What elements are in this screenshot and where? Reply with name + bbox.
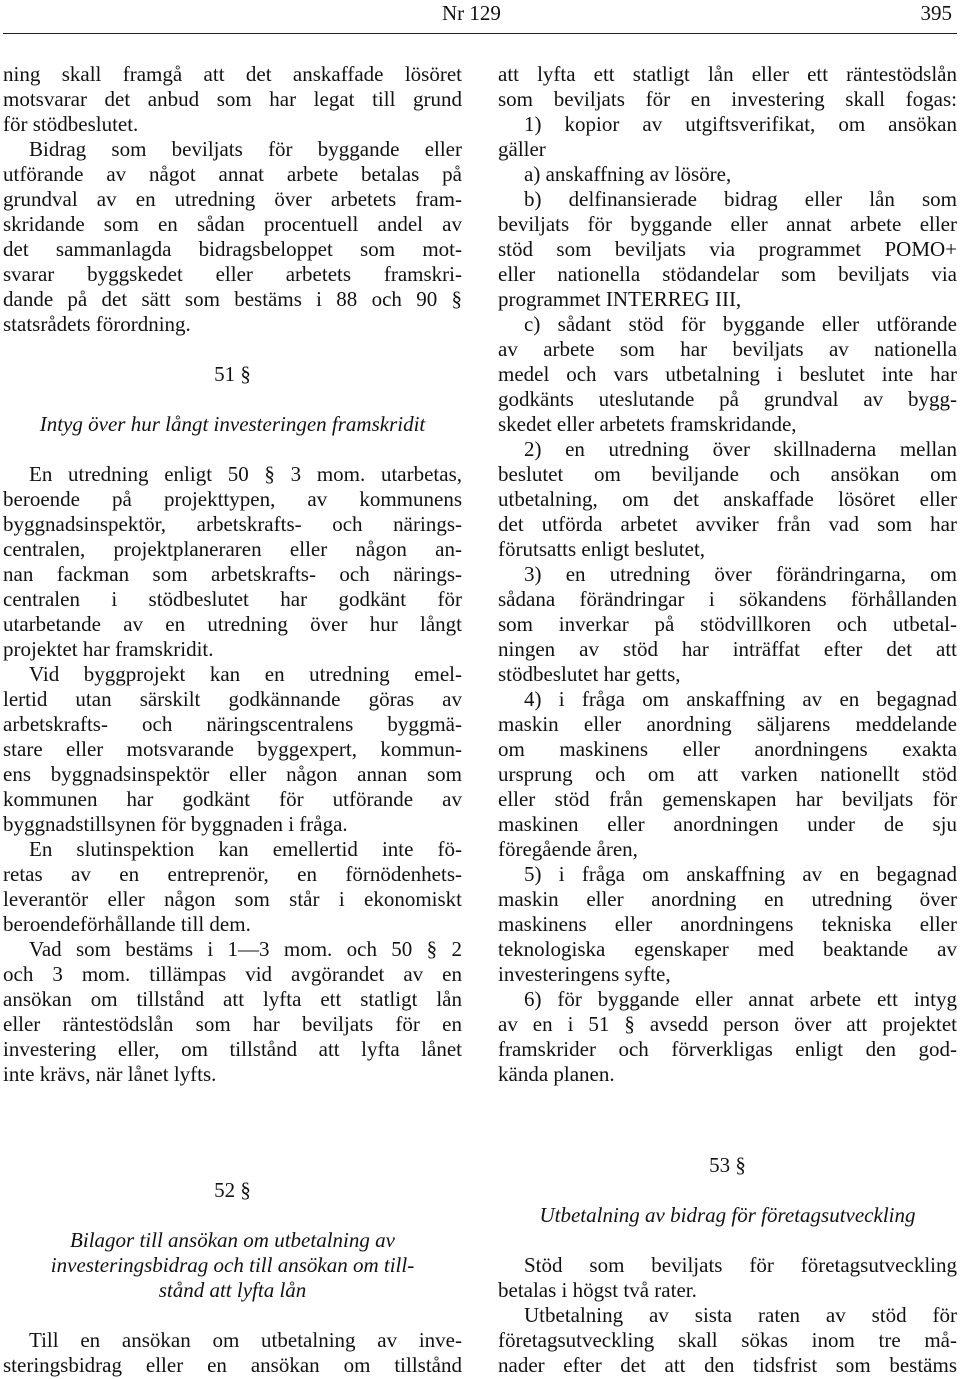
text-line: b) delfinansierade bidrag eller lån som <box>524 187 957 211</box>
section-number: 52 § <box>214 1178 251 1202</box>
text-line: grundval av en utredning över arbetets fram- <box>3 187 462 211</box>
text-line: det utförda arbetet avviker från vad som har <box>498 512 957 536</box>
text-line: sådana förändringar i sökandens förhållanden <box>498 587 957 611</box>
text-line: av arbete som har beviljats av nationella <box>498 337 957 361</box>
text-line: motsvarar det anbud som har legat till grund <box>3 87 462 111</box>
text-line: byggnadsinspektör, arbetskrafts- och närings- <box>3 512 462 536</box>
spacer <box>3 387 462 412</box>
text-line: om maskinens eller anordningens exakta <box>498 737 957 761</box>
text-line: skedet eller arbetets framskridande, <box>498 412 797 436</box>
text-line: ningen av stöd har inträffat efter det att <box>498 637 957 661</box>
section-53 <box>498 1153 957 1378</box>
text-line: som beviljats för en investering skall fogas: <box>498 87 957 111</box>
text-line: maskinen eller anordningen under de sju <box>498 812 957 836</box>
section-number: 51 § <box>214 362 251 386</box>
text-line: Stöd som beviljats för företagsutveckling <box>524 1253 957 1277</box>
text-line: a) anskaffning av lösöre, <box>524 162 732 186</box>
text-line: 5) i fråga om anskaffning av en begagnad <box>524 862 957 886</box>
text-line: arbetskrafts- och näringscentralens byggmä- <box>3 712 462 736</box>
text-line: statsrådets förordning. <box>3 312 191 336</box>
spacer <box>3 337 462 362</box>
text-line: gäller <box>498 137 546 161</box>
section-heading: Utbetalning av bidrag för företagsutveckling <box>539 1203 916 1227</box>
text-line: 3) en utredning över förändringarna, om <box>524 562 957 586</box>
text-line: föregående åren, <box>498 837 638 861</box>
text-line: betalas i högst två rater. <box>498 1278 697 1302</box>
text-line: Vad som bestäms i 1—3 mom. och 50 § 2 <box>29 937 462 961</box>
text-line: utförande av något annat arbete betalas på <box>3 162 462 186</box>
text-line: beviljats för byggande eller annat arbete eller <box>498 212 957 236</box>
text-line: En slutinspektion kan emellertid inte fö- <box>29 837 462 861</box>
text-line: eller stöd från gemenskapen har beviljats för <box>498 787 957 811</box>
section-heading: Intyg över hur långt investeringen framskridit <box>39 412 426 436</box>
text-line: Vid byggprojekt kan en utredning emel- <box>29 662 462 686</box>
text-line: teknologiska egenskaper med beaktande av <box>498 937 957 961</box>
text-line: för stödbeslutet. <box>3 112 139 136</box>
text-line: maskinens eller anordningens tekniska eller <box>498 912 957 936</box>
text-line: beroendeförhållande till dem. <box>3 912 251 936</box>
left-column <box>3 62 462 1087</box>
text-line: centralen, projektplaneraren eller någon an- <box>3 537 462 561</box>
text-line: beroende på projekttypen, av kommunens <box>3 487 462 511</box>
text-line: kända planen. <box>498 1062 615 1086</box>
page-header <box>0 0 960 30</box>
text-line: förutsatts enligt beslutet, <box>498 537 706 561</box>
text-line: att lyfta ett statligt lån eller ett räntestödslån <box>498 62 957 86</box>
text-line: som inverkar på stödvillkoren och utbetal- <box>498 612 957 636</box>
text-line: ursprung och om att varken nationellt stöd <box>498 762 957 786</box>
text-line: godkänts uteslutande på grundval av bygg- <box>498 387 957 411</box>
text-line: utbetalning, om det anskaffade lösöret eller <box>498 487 957 511</box>
text-line: retas av en entreprenör, en förnödenhets- <box>3 862 462 886</box>
text-line: nader efter det att den tidsfrist som bestäms <box>498 1353 957 1377</box>
header-rule <box>3 33 957 34</box>
text-line: svarar byggskedet eller arbetets framskri- <box>3 262 462 286</box>
page-number: 395 <box>920 1 952 25</box>
issue-number: Nr 129 <box>442 1 501 25</box>
text-line: Bidrag som beviljats för byggande eller <box>29 137 462 161</box>
text-line: lertid utan särskilt godkännande göras av <box>3 687 462 711</box>
text-line: 1) kopior av utgiftsverifikat, om ansökan <box>524 112 957 136</box>
text-line: stöd som beviljats via programmet POMO+ <box>498 237 957 261</box>
text-line: 4) i fråga om anskaffning av en begagnad <box>524 687 957 711</box>
text-line: utarbetande av en utredning över hur långt <box>3 612 462 636</box>
text-line: beslutet om beviljande och ansökan om <box>498 462 957 486</box>
spacer <box>498 1178 957 1203</box>
spacer <box>3 1203 462 1228</box>
text-line: skridande som en sådan procentuell andel av <box>3 212 462 236</box>
text-line: maskin eller anordning en utredning över <box>498 887 957 911</box>
spacer <box>498 1228 957 1253</box>
text-line: leverantör eller någon som står i ekonomiskt <box>3 887 462 911</box>
text-line: stödbeslutet har getts, <box>498 662 681 686</box>
right-column <box>498 62 957 1087</box>
section-heading: stånd att lyfta lån <box>158 1278 307 1302</box>
text-line: medel och vars utbetalning i beslutet inte har <box>498 362 957 386</box>
text-line: byggnadstillsynen för byggnaden i fråga. <box>3 812 348 836</box>
spacer <box>3 437 462 462</box>
text-line: steringsbidrag eller en ansökan om tillstånd <box>3 1353 462 1377</box>
text-line: investeringens syfte, <box>498 962 671 986</box>
text-line: nan fackman som arbetskrafts- och närings- <box>3 562 462 586</box>
text-line: ning skall framgå att det anskaffade lösöret <box>3 62 462 86</box>
text-line: kommunen har godkänt för utförande av <box>3 787 462 811</box>
text-line: och 3 mom. tillämpas vid avgörandet av en <box>3 962 462 986</box>
spacer <box>3 1303 462 1328</box>
text-line: c) sådant stöd för byggande eller utförande <box>524 312 957 336</box>
text-line: investering eller, om tillstånd att lyfta lånet <box>3 1037 462 1061</box>
section-52 <box>3 1178 462 1378</box>
text-line: framskrider och förverkligas enligt den god- <box>498 1037 957 1061</box>
text-line: det sammanlagda bidragsbeloppet som mot- <box>3 237 462 261</box>
text-line: stare eller motsvarande byggexpert, kommun- <box>3 737 462 761</box>
text-line: 6) för byggande eller annat arbete ett intyg <box>524 987 957 1011</box>
text-line: eller räntestödslån som har beviljats för en <box>3 1012 462 1036</box>
text-line: av en i 51 § avsedd person över att projektet <box>498 1012 957 1036</box>
text-line: företagsutveckling skall sökas inom tre må- <box>498 1328 957 1352</box>
text-line: Till en ansökan om utbetalning av inve- <box>29 1328 462 1352</box>
text-line: ansökan om tillstånd att lyfta ett statligt lån <box>3 987 462 1011</box>
text-line: inte krävs, när lånet lyfts. <box>3 1062 217 1086</box>
text-line: Utbetalning av sista raten av stöd för <box>524 1303 957 1327</box>
text-line: ens byggnadsinspektör eller någon annan som <box>3 762 462 786</box>
text-line: En utredning enligt 50 § 3 mom. utarbetas, <box>29 462 462 486</box>
text-line: projektet har framskridit. <box>3 637 214 661</box>
text-line: centralen i stödbeslutet har godkänt för <box>3 587 462 611</box>
section-heading: Bilagor till ansökan om utbetalning av <box>70 1228 395 1252</box>
text-line: programmet INTERREG III, <box>498 287 742 311</box>
text-line: eller nationella stödandelar som beviljats via <box>498 262 957 286</box>
text-line: 2) en utredning över skillnaderna mellan <box>524 437 957 461</box>
section-heading: investeringsbidrag och till ansökan om till- <box>50 1253 415 1277</box>
section-number: 53 § <box>709 1153 746 1177</box>
text-line: maskin eller anordning säljarens meddelande <box>498 712 957 736</box>
text-line: dande på det sätt som bestäms i 88 och 90 § <box>3 287 462 311</box>
